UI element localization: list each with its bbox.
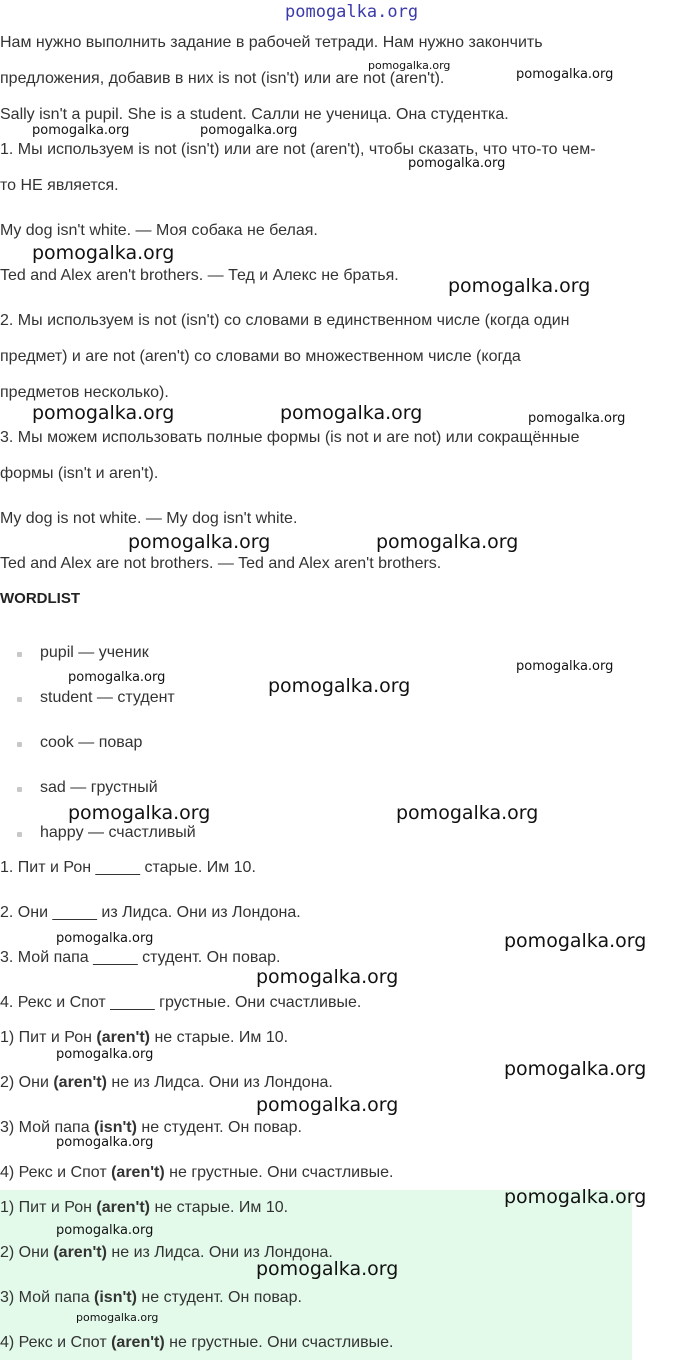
answer-text: не студент. Он повар. (136, 1119, 302, 1136)
rule1-line-1: 1. Мы используем is not (isn't) или are not (aren't), чтобы сказать, что что-то чем- (0, 141, 596, 158)
list-item: sad — грустный (40, 779, 158, 796)
answer-text: не из Лидса. Они из Лондона. (106, 1244, 333, 1261)
list-item: happy — счастливый (40, 824, 196, 841)
rule2-line-3: предметов несколько). (0, 384, 169, 401)
watermark: pomogalka.org (56, 1223, 154, 1238)
watermark: pomogalka.org (256, 966, 399, 988)
example-2: Ted and Alex aren't brothers. — Тед и Алекс не братья. (0, 267, 399, 284)
watermark: pomogalka.org (68, 670, 166, 685)
watermark: pomogalka.org (256, 1258, 399, 1280)
watermark: pomogalka.org (268, 675, 411, 697)
example-3: My dog is not white. — My dog isn't white. (0, 510, 298, 527)
watermark: pomogalka.org (256, 1094, 399, 1116)
rule2-line-1: 2. Мы используем is not (isn't) со словами в единственном числе (когда один (0, 312, 570, 329)
watermark: pomogalka.org (504, 1058, 647, 1080)
rule3-line-1: 3. Мы можем использовать полные формы (is not и are not) или сокращённые (0, 429, 580, 446)
watermark: pomogalka.org (408, 156, 506, 171)
bullet-icon (17, 652, 22, 657)
example-1: My dog isn't white. — Моя собака не белая. (0, 222, 318, 239)
wordlist-heading: WORDLIST (0, 590, 80, 607)
answer-fill: (aren't) (111, 1164, 165, 1181)
list-item: student — студент (40, 689, 175, 706)
exercise-item-2: 2. Они _____ из Лидса. Они из Лондона. (0, 904, 301, 921)
example-4: Ted and Alex are not brothers. — Ted and Alex aren't brothers. (0, 555, 442, 572)
answer-item (0, 1073, 333, 1093)
watermark: pomogalka.org (280, 402, 423, 424)
list-item: cook — повар (40, 734, 143, 751)
watermark: pomogalka.org (32, 402, 175, 424)
watermark: pomogalka.org (516, 659, 614, 674)
answer-text: 4) Рекс и Спот (0, 1334, 112, 1351)
watermark: pomogalka.org (516, 67, 614, 82)
watermark: pomogalka.org (68, 802, 211, 824)
watermark: pomogalka.org (200, 123, 298, 138)
final-answer-item (0, 1198, 288, 1218)
answer-item (0, 1163, 393, 1183)
answer-fill: (aren't) (111, 1334, 165, 1351)
rule3-line-2: формы (isn't и aren't). (0, 465, 159, 482)
answer-text: не грустные. Они счастливые. (164, 1164, 394, 1181)
watermark: pomogalka.org (128, 531, 271, 553)
rule1-line-2: то НЕ является. (0, 177, 119, 194)
answer-text: 1) Пит и Рон (0, 1199, 97, 1216)
watermark: pomogalka.org (76, 1311, 159, 1324)
answer-fill: (isn't) (94, 1289, 137, 1306)
bullet-icon (17, 787, 22, 792)
answer-item (0, 1028, 288, 1048)
answer-text: 1) Пит и Рон (0, 1029, 97, 1046)
bullet-icon (17, 742, 22, 747)
watermark: pomogalka.org (396, 802, 539, 824)
watermark: pomogalka.org (56, 1135, 154, 1150)
site-title[interactable]: pomogalka.org (285, 2, 419, 22)
bullet-icon (17, 697, 22, 702)
rule2-line-2: предмет) и are not (aren't) со словами во множественном числе (когда (0, 348, 521, 365)
watermark: pomogalka.org (56, 1047, 154, 1062)
watermark: pomogalka.org (56, 931, 154, 946)
answer-text: 3) Мой папа (0, 1289, 95, 1306)
answer-text: 4) Рекс и Спот (0, 1164, 112, 1181)
answer-fill: (isn't) (94, 1119, 137, 1136)
watermark: pomogalka.org (32, 123, 130, 138)
watermark: pomogalka.org (32, 242, 175, 264)
watermark: pomogalka.org (528, 411, 626, 426)
answer-text: 2) Они (0, 1244, 54, 1261)
answer-text: не старые. Им 10. (150, 1029, 289, 1046)
answer-text: 3) Мой папа (0, 1119, 95, 1136)
answer-text: не старые. Им 10. (150, 1199, 289, 1216)
intro-line-1: Нам нужно выполнить задание в рабочей тетради. Нам нужно закончить (0, 34, 543, 51)
final-answer-item (0, 1288, 302, 1308)
exercise-item-3: 3. Мой папа _____ студент. Он повар. (0, 949, 281, 966)
answer-text: не из Лидса. Они из Лондона. (106, 1074, 333, 1091)
answer-fill: (aren't) (96, 1199, 151, 1216)
answer-text: не студент. Он повар. (136, 1289, 302, 1306)
intro-line-2: предложения, добавив в них is not (isn't) или are not (aren't). (0, 70, 445, 87)
answer-text: 2) Они (0, 1074, 54, 1091)
intro-example: Sally isn't a pupil. She is a student. Салли не ученица. Она студентка. (0, 106, 509, 123)
watermark: pomogalka.org (504, 930, 647, 952)
answer-text: не грустные. Они счастливые. (164, 1334, 394, 1351)
answer-fill: (aren't) (96, 1029, 151, 1046)
final-answer-item (0, 1333, 393, 1353)
answer-fill: (aren't) (53, 1074, 107, 1091)
bullet-icon (17, 832, 22, 837)
answer-fill: (aren't) (53, 1244, 107, 1261)
watermark: pomogalka.org (504, 1186, 647, 1208)
watermark: pomogalka.org (376, 531, 519, 553)
exercise-item-1: 1. Пит и Рон _____ старые. Им 10. (0, 859, 256, 876)
watermark: pomogalka.org (448, 275, 591, 297)
list-item: pupil — ученик (40, 644, 149, 661)
exercise-item-4: 4. Рекс и Спот _____ грустные. Они счастливые. (0, 994, 362, 1011)
watermark: pomogalka.org (368, 59, 451, 72)
